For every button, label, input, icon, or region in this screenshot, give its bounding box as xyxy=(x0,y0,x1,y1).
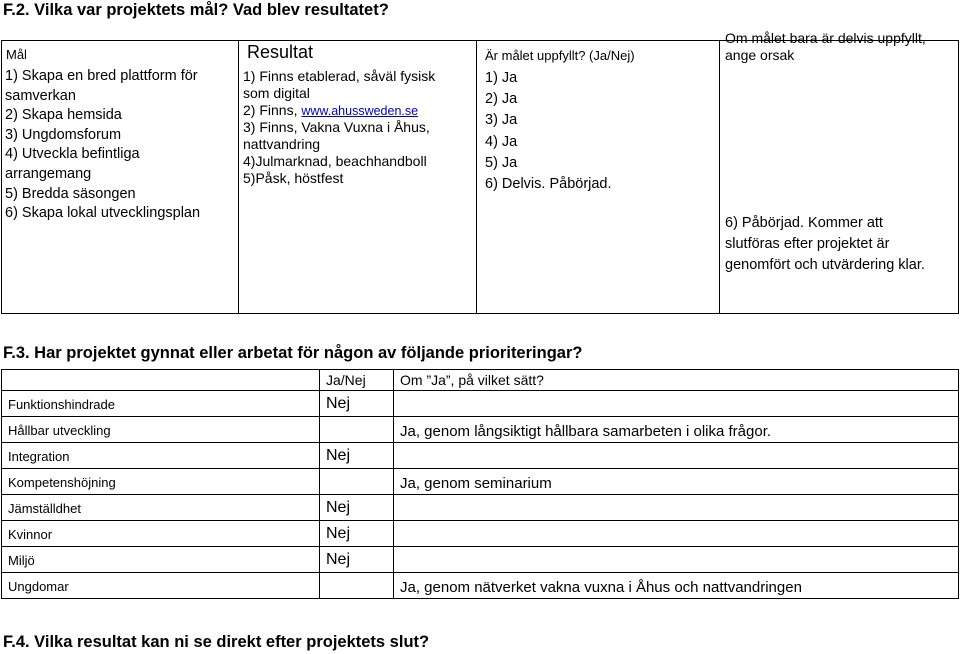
reason-column xyxy=(720,30,957,313)
yes-no-header: Ja/Nej xyxy=(320,370,394,390)
result-line: 1) Finns etablerad, såväl fysisk xyxy=(243,68,436,84)
table-row xyxy=(1,547,959,573)
achieved-line: 2) Ja xyxy=(485,91,518,108)
website-link[interactable]: www.ahussweden.se xyxy=(301,103,419,118)
result-column xyxy=(239,41,477,313)
section-f3-heading: F.3. Har projektet gynnat eller arbetat för någon av följande prioriteringar? xyxy=(3,344,583,362)
table-row xyxy=(1,443,959,469)
priority-why xyxy=(394,495,960,520)
table-row xyxy=(1,391,959,417)
achieved-line: 3) Ja xyxy=(485,112,518,129)
result-line: nattvandring xyxy=(243,136,321,153)
table-row xyxy=(1,521,959,547)
priority-yes-no xyxy=(320,469,394,494)
priority-label: Funktionshindrade xyxy=(2,391,320,416)
result-column-header: Resultat xyxy=(247,42,314,62)
reason-line: slutföras efter projektet är xyxy=(725,236,890,252)
goal-column xyxy=(2,41,239,313)
priority-label: Kompetenshöjning xyxy=(2,469,320,494)
label-header xyxy=(2,370,320,390)
priority-yes-no xyxy=(320,417,394,442)
section-f2-heading: F.2. Vilka var projektets mål? Vad blev resultatet? xyxy=(3,1,389,19)
priority-label: Kvinnor xyxy=(2,521,320,546)
priority-why xyxy=(394,391,960,416)
priority-yes-no: Nej xyxy=(320,391,394,416)
goal-line: arrangemang xyxy=(5,165,92,182)
result-line: 3) Finns, Vakna Vuxna i Åhus, xyxy=(243,119,430,136)
result-line-text: 2) Finns, xyxy=(243,101,302,118)
goal-column-header: Mål xyxy=(6,47,27,62)
why-header: Om ”Ja”, på vilket sätt? xyxy=(400,372,544,388)
reason-cell xyxy=(725,213,925,276)
priority-label: Jämställdhet xyxy=(2,495,320,520)
achieved-line: 1) Ja xyxy=(485,70,518,86)
goals-table xyxy=(1,30,959,314)
priority-label: Miljö xyxy=(2,547,320,572)
priority-yes-no: Nej xyxy=(320,521,394,546)
result-cell xyxy=(243,68,435,187)
goal-cell xyxy=(5,67,200,224)
goal-line: 5) Bredda säsongen xyxy=(5,185,136,202)
table-row xyxy=(1,469,959,495)
priority-label: Integration xyxy=(2,443,320,468)
achieved-column xyxy=(477,41,720,313)
result-line: 5)Påsk, höstfest xyxy=(243,169,344,186)
priority-yes-no: Nej xyxy=(320,443,394,468)
priorities-header-row xyxy=(1,369,959,391)
reason-column-header: Om målet bara är delvis uppfyllt, ange orsak xyxy=(725,30,926,63)
achieved-cell xyxy=(485,68,612,195)
priorities-table xyxy=(1,369,959,599)
priority-why xyxy=(394,521,960,546)
priority-yes-no: Nej xyxy=(320,547,394,572)
priority-why: Ja, genom långsiktigt hållbara samarbeten i olika frågor. xyxy=(400,423,772,440)
achieved-line: 5) Ja xyxy=(485,154,518,171)
reason-line: genomfört och utvärdering klar. xyxy=(725,257,925,273)
result-line xyxy=(243,102,435,120)
table-row xyxy=(1,417,959,443)
result-line: 4)Julmarknad, beachhandboll xyxy=(243,152,427,169)
priority-why xyxy=(394,443,960,468)
priority-label: Ungdomar xyxy=(2,573,320,598)
priority-why xyxy=(394,547,960,572)
goal-line: 4) Utveckla befintliga xyxy=(5,146,140,163)
reason-line: 6) Påbörjad. Kommer att xyxy=(725,215,883,231)
achieved-line: 6) Delvis. Påbörjad. xyxy=(485,176,612,193)
priority-label: Hållbar utveckling xyxy=(2,417,320,442)
goal-line: samverkan xyxy=(5,87,76,104)
priority-yes-no xyxy=(320,573,394,598)
achieved-line: 4) Ja xyxy=(485,133,518,150)
goal-line: 2) Skapa hemsida xyxy=(5,107,122,124)
achieved-column-header: Är målet uppfyllt? (Ja/Nej) xyxy=(485,48,635,63)
goal-line: 3) Ungdomsforum xyxy=(5,126,122,143)
priority-yes-no: Nej xyxy=(320,495,394,520)
result-line: som digital xyxy=(243,84,310,101)
priority-why: Ja, genom nätverket vakna vuxna i Åhus och nattvandringen xyxy=(400,579,802,596)
table-row xyxy=(1,495,959,521)
goal-line: 6) Skapa lokal utvecklingsplan xyxy=(5,205,201,222)
table-row xyxy=(1,573,959,599)
section-f4-heading: F.4. Vilka resultat kan ni se direkt efter projektets slut? xyxy=(3,633,430,651)
priority-why: Ja, genom seminarium xyxy=(400,475,552,492)
goal-line: 1) Skapa en bred plattform för xyxy=(5,68,198,84)
